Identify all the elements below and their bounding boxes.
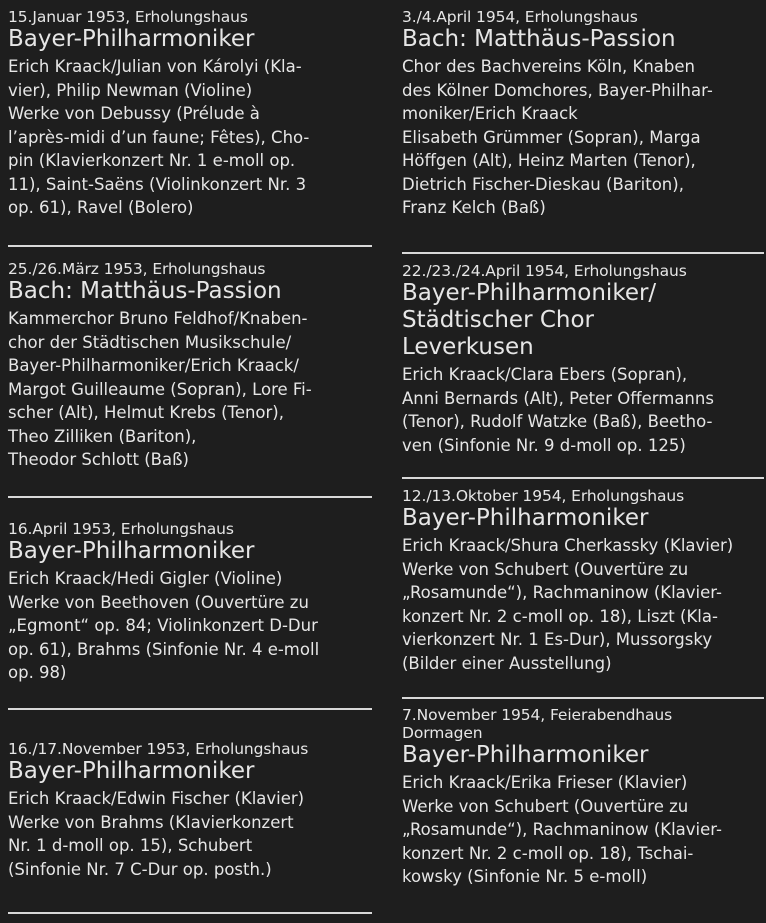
detail-line: op. 61), Ravel (Bolero) xyxy=(8,198,194,217)
detail-line: 11), Saint-Saëns (Violinkonzert Nr. 3 xyxy=(8,174,307,194)
detail-line: vierkonzert Nr. 1 Es-Dur), Mussorgsky xyxy=(402,630,713,649)
concert-venue-line: Dormagen xyxy=(402,724,483,742)
detail-line: Werke von Debussy (Prélude à xyxy=(8,104,260,123)
concert-details xyxy=(402,534,764,675)
concert-date: 16./17.November 1953, Erholungshaus xyxy=(8,740,309,758)
detail-line: „Rosamunde“), Rachmaninow (Klavier- xyxy=(402,583,722,602)
detail-line: Erich Kraack/Hedi Gigler (Violine) xyxy=(8,569,283,588)
concert-entry xyxy=(402,706,764,889)
detail-line: Theo Zilliken (Bariton), xyxy=(8,426,197,446)
concert-title: Bayer-Philharmoniker xyxy=(402,505,649,531)
concert-title: Bayer-Philharmoniker xyxy=(8,26,255,52)
concert-details xyxy=(402,771,764,889)
concert-entry xyxy=(402,262,764,457)
concert-entry xyxy=(8,8,368,220)
detail-line: Nr. 1 d-moll op. 15), Schubert xyxy=(8,836,253,855)
detail-line: „Egmont“ op. 84; Violinkonzert D-Dur xyxy=(8,616,318,635)
detail-line: Erich Kraack/Edwin Fischer (Klavier) xyxy=(8,789,305,808)
concert-details xyxy=(8,307,368,472)
detail-line: Werke von Beethoven (Ouvertüre zu xyxy=(8,592,309,612)
detail-line: scher (Alt), Helmut Krebs (Tenor), xyxy=(8,403,284,422)
concert-date: 3./4.April 1954, Erholungshaus xyxy=(402,8,638,26)
divider xyxy=(402,477,764,479)
detail-line: pin (Klavierkonzert Nr. 1 e-moll op. xyxy=(8,151,296,170)
divider xyxy=(8,245,372,247)
concert-details xyxy=(402,363,764,457)
detail-line: konzert Nr. 2 c-moll op. 18), Liszt (Kla- xyxy=(402,606,718,626)
detail-line: Werke von Schubert (Ouvertüre zu xyxy=(402,559,689,579)
detail-line: Anni Bernards (Alt), Peter Offermanns xyxy=(402,388,714,408)
concert-title: Bayer-Philharmoniker xyxy=(8,758,255,784)
detail-line: Kammerchor Bruno Feldhof/Knaben- xyxy=(8,309,308,328)
divider xyxy=(8,708,372,710)
detail-line: Chor des Bachvereins Köln, Knaben xyxy=(402,57,695,76)
concert-date: 15.Januar 1953, Erholungshaus xyxy=(8,8,248,26)
detail-line: Elisabeth Grümmer (Sopran), Marga xyxy=(402,127,701,147)
detail-line: Erich Kraack/Julian von Károlyi (Kla- xyxy=(8,57,302,76)
detail-line: (Sinfonie Nr. 7 C-Dur op. posth.) xyxy=(8,859,272,879)
detail-line: „Rosamunde“), Rachmaninow (Klavier- xyxy=(402,820,722,839)
detail-line: Werke von Schubert (Ouvertüre zu xyxy=(402,796,689,816)
detail-line: konzert Nr. 2 c-moll op. 18), Tschai- xyxy=(402,843,694,863)
concert-details xyxy=(402,55,764,220)
detail-line: Werke von Brahms (Klavierkonzert xyxy=(8,812,294,832)
concert-title: Städtischer Chor xyxy=(402,307,595,333)
concert-details xyxy=(8,55,368,220)
divider xyxy=(8,912,372,914)
concert-title: Bach: Matthäus-Passion xyxy=(402,26,676,52)
detail-line: (Tenor), Rudolf Watzke (Baß), Beetho- xyxy=(402,412,713,431)
concert-entry xyxy=(8,520,368,685)
detail-line: kowsky (Sinfonie Nr. 5 e-moll) xyxy=(402,867,648,886)
detail-line: l’après-midi d’un faune; Fêtes), Cho- xyxy=(8,127,310,147)
concert-entry xyxy=(402,487,764,675)
detail-line: Höffgen (Alt), Heinz Marten (Tenor), xyxy=(402,151,696,170)
concert-title: Bach: Matthäus-Passion xyxy=(8,278,282,304)
detail-line: Franz Kelch (Baß) xyxy=(402,198,546,217)
concert-title: Bayer-Philharmoniker xyxy=(402,742,649,768)
detail-line: op. 61), Brahms (Sinfonie Nr. 4 e-moll xyxy=(8,639,320,659)
detail-line: Theodor Schlott (Baß) xyxy=(8,450,189,469)
concert-entry xyxy=(402,8,764,220)
detail-line: des Kölner Domchores, Bayer-Philhar- xyxy=(402,80,713,100)
detail-line: (Bilder einer Ausstellung) xyxy=(402,653,612,673)
divider xyxy=(402,697,764,699)
divider xyxy=(402,252,764,254)
concert-title: Leverkusen xyxy=(402,334,534,360)
concert-entry xyxy=(8,740,368,881)
detail-line: Bayer-Philharmoniker/Erich Kraack/ xyxy=(8,356,299,375)
detail-line: Erich Kraack/Shura Cherkassky (Klavier) xyxy=(402,536,734,555)
detail-line: vier), Philip Newman (Violine) xyxy=(8,80,253,100)
divider xyxy=(8,496,372,498)
detail-line: ven (Sinfonie Nr. 9 d-moll op. 125) xyxy=(402,435,686,455)
concert-date: 16.April 1953, Erholungshaus xyxy=(8,520,234,538)
detail-line: Erich Kraack/Clara Ebers (Sopran), xyxy=(402,365,688,384)
detail-line: Erich Kraack/Erika Frieser (Klavier) xyxy=(402,773,688,792)
detail-line: Margot Guilleaume (Sopran), Lore Fi- xyxy=(8,379,312,399)
concert-title: Bayer-Philharmoniker/ xyxy=(402,280,657,306)
concert-details xyxy=(8,787,368,881)
detail-line: moniker/Erich Kraack xyxy=(402,104,578,123)
concert-date: 7.November 1954, Feierabendhaus xyxy=(402,706,673,724)
concert-entry xyxy=(8,260,368,472)
concert-details xyxy=(8,567,368,685)
detail-line: Dietrich Fischer-Dieskau (Bariton), xyxy=(402,174,684,194)
detail-line: op. 98) xyxy=(8,663,67,682)
concert-date: 25./26.März 1953, Erholungshaus xyxy=(8,260,266,278)
concert-title: Bayer-Philharmoniker xyxy=(8,538,255,564)
concert-date: 22./23./24.April 1954, Erholungshaus xyxy=(402,262,687,280)
concert-date: 12./13.Oktober 1954, Erholungshaus xyxy=(402,487,685,505)
detail-line: chor der Städtischen Musikschule/ xyxy=(8,332,292,352)
